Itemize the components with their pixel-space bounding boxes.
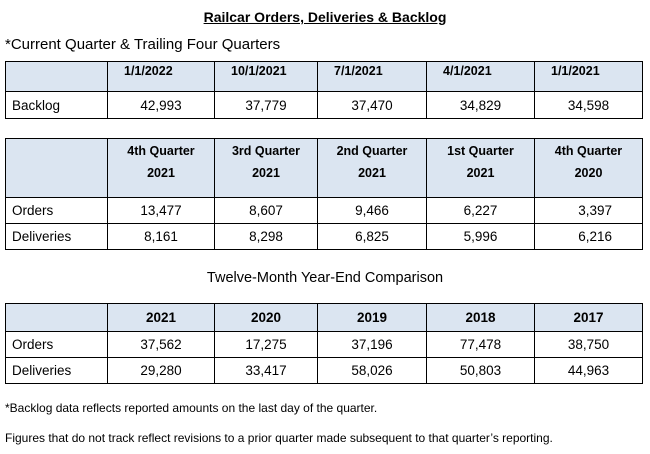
header-line: 2020 [574,166,603,180]
table-cell: 37,196 [318,332,427,358]
table-cell: 77,478 [427,332,535,358]
table-cell: 33,417 [215,358,318,384]
backlog-table [5,61,643,119]
header-blank-cell [6,62,108,92]
table-cell: 3,397 [535,198,643,224]
header-line: 2nd Quarter [336,144,408,158]
table-cell: 6,227 [427,198,535,224]
table-cell: 13,477 [108,198,215,224]
table-cell: 42,993 [108,92,215,119]
table-row [6,224,643,250]
table-cell: 44,963 [535,358,643,384]
table-row [6,92,643,119]
header-line: 4th Quarter [554,144,623,158]
table-cell: 6,216 [535,224,643,250]
column-header [318,139,427,198]
column-header: 2020 [215,304,318,332]
column-header: 2017 [535,304,643,332]
table-cell: 29,280 [108,358,215,384]
table-cell: 17,275 [215,332,318,358]
column-header [427,139,535,198]
column-header: 2021 [108,304,215,332]
subtitle: *Current Quarter & Trailing Four Quarters [5,36,281,53]
table-cell: 9,466 [318,198,427,224]
page-title: Railcar Orders, Deliveries & Backlog [203,9,447,25]
column-header: 1/1/2021 [535,62,643,92]
header-line: 3rd Quarter [231,144,301,158]
table-cell: 8,607 [215,198,318,224]
row-label: Orders [6,332,108,358]
table-cell: 37,470 [318,92,427,119]
table-row [6,358,643,384]
backlog-footnote: *Backlog data reflects reported amounts on the last day of the quarter. [5,401,378,415]
row-label: Orders [6,198,108,224]
column-header: 4/1/2021 [427,62,535,92]
table-cell: 5,996 [427,224,535,250]
table-cell: 38,750 [535,332,643,358]
table-cell: 34,829 [427,92,535,119]
table-header-row [6,304,643,332]
column-header: 2018 [427,304,535,332]
row-label: Deliveries [6,224,108,250]
column-header: 1/1/2022 [108,62,215,92]
header-line: 1st Quarter [447,144,514,158]
table-header-row [6,62,643,92]
table-cell: 50,803 [427,358,535,384]
annual-section-title: Twelve-Month Year-End Comparison [206,270,444,286]
header-line: 2021 [252,166,280,180]
revision-footnote: Figures that do not track reflect revisions to a prior quarter made subsequent to that quarter’s reporting. [5,431,553,445]
header-line: 4th Quarter [127,144,195,158]
header-line: 2021 [358,166,386,180]
table-cell: 34,598 [535,92,643,119]
column-header [108,139,215,198]
column-header: 10/1/2021 [215,62,318,92]
header-blank-cell [6,304,108,332]
table-header-row [6,139,643,198]
table-cell: 37,779 [215,92,318,119]
header-blank-cell [6,139,108,198]
row-label: Backlog [6,92,108,119]
header-line: 2021 [147,166,175,180]
table-cell: 8,161 [108,224,215,250]
table-cell: 58,026 [318,358,427,384]
column-header: 2019 [318,304,427,332]
table-cell: 8,298 [215,224,318,250]
table-cell: 37,562 [108,332,215,358]
table-cell: 6,825 [318,224,427,250]
header-line: 2021 [466,166,495,180]
quarterly-table [5,138,643,250]
column-header: 7/1/2021 [318,62,427,92]
table-row [6,198,643,224]
table-row [6,332,643,358]
row-label: Deliveries [6,358,108,384]
annual-table [5,303,643,384]
column-header [535,139,643,198]
column-header [215,139,318,198]
